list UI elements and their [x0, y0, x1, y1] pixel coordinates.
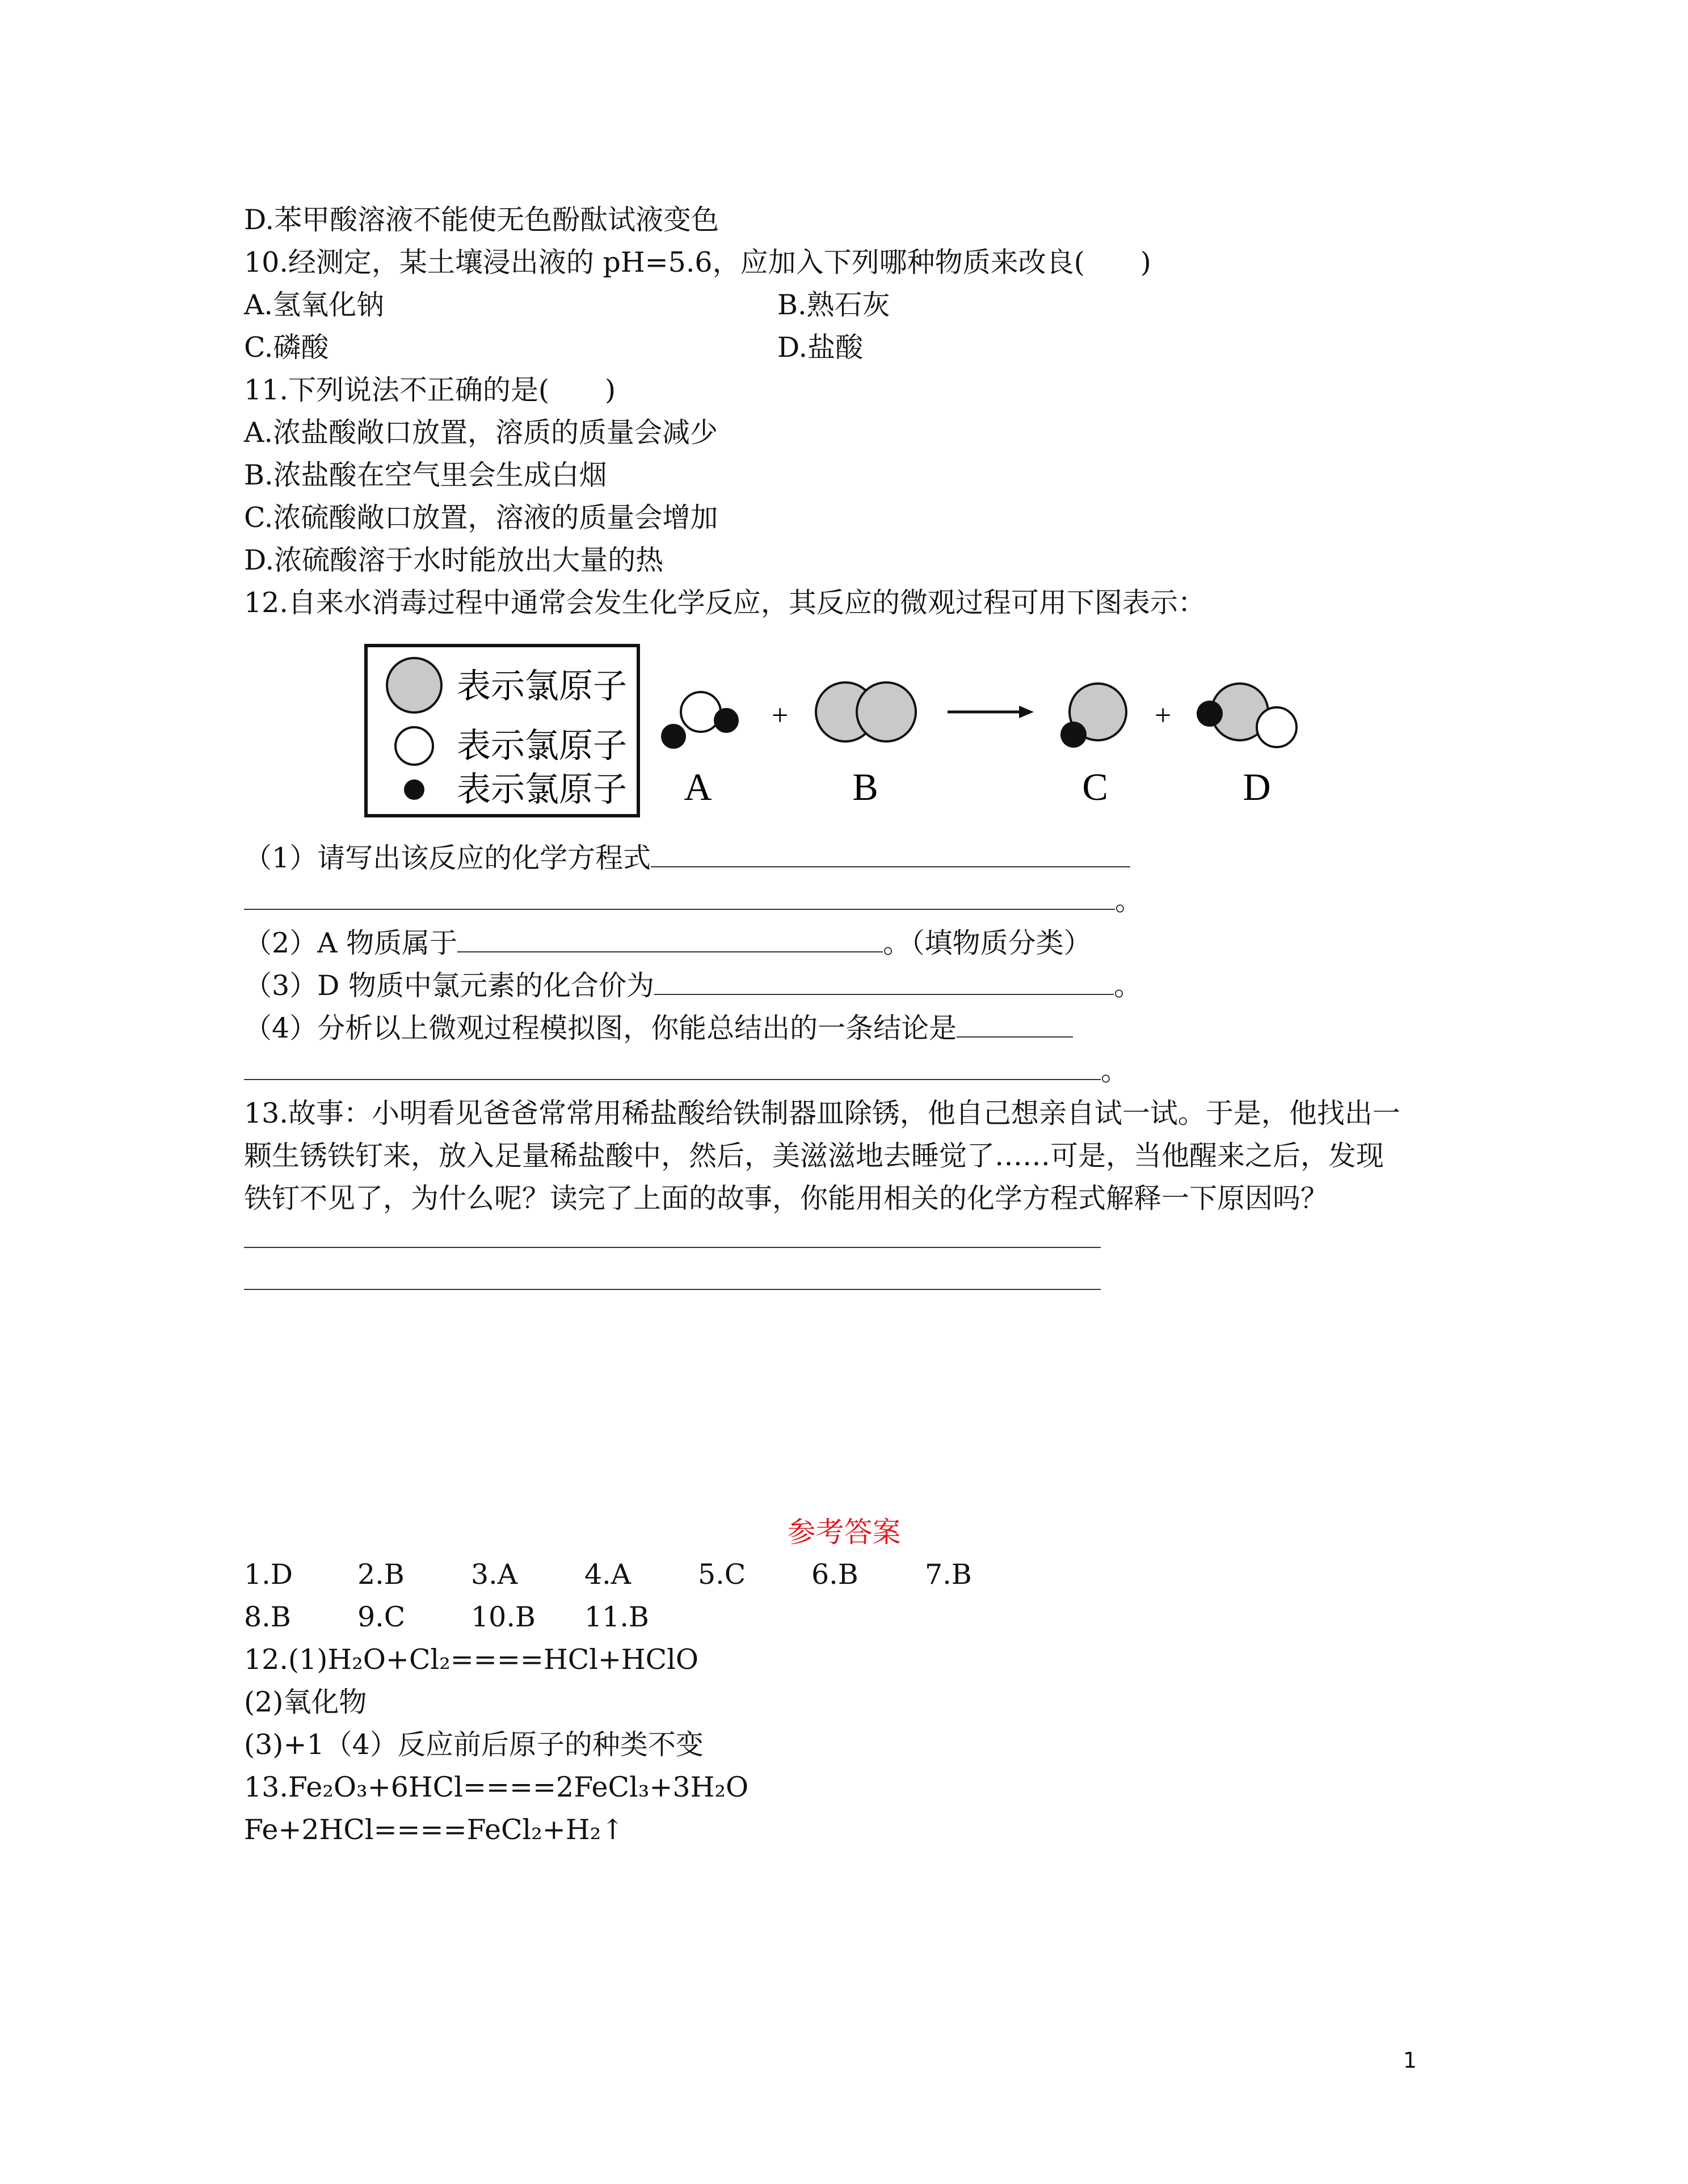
- label-d: D: [1243, 765, 1271, 808]
- answer-6: 6.B: [811, 1558, 858, 1591]
- answer-9: 9.C: [357, 1601, 406, 1633]
- q10-option-c: C.磷酸: [244, 331, 329, 364]
- legend-white-text: 表示氯原子: [457, 727, 627, 765]
- q12-part3-blank[interactable]: [654, 968, 1114, 995]
- label-c: C: [1082, 765, 1108, 808]
- molecule-d-icon: [1197, 684, 1296, 747]
- answer-7: 7.B: [925, 1558, 972, 1591]
- legend-black-text: 表示氯原子: [457, 771, 627, 808]
- answer-11: 11.B: [584, 1601, 649, 1633]
- legend-white-atom-icon: [395, 727, 433, 765]
- molecule-b-icon: [816, 682, 916, 741]
- q12-part3-text: （3）D 物质中氯元素的化合价为: [244, 969, 655, 1002]
- q10-stem: 10.经测定，某土壤浸出液的 pH=5.6，应加入下列哪种物质来改良( ): [244, 246, 1151, 279]
- answer-2: 2.B: [357, 1558, 405, 1591]
- q12-part2-text: （2）A 物质属于: [244, 927, 458, 959]
- q11-option-a: A.浓盐酸敞口放置，溶质的质量会减少: [244, 416, 718, 449]
- q12-part4-blank2[interactable]: [244, 1053, 1101, 1080]
- q12-part3: [244, 967, 1142, 1005]
- q12-stem: 12.自来水消毒过程中通常会发生化学反应，其反应的微观过程可用下图表示：: [244, 587, 1206, 619]
- q9-option-d: D.苯甲酸溶液不能使无色酚酞试液变色: [244, 204, 719, 236]
- q12-part4-line2: [244, 1052, 1129, 1090]
- legend-gray-atom-icon: [387, 658, 441, 712]
- q12-part2-tail: 。（填物质分类）: [883, 927, 1092, 959]
- plus-sign-2: +: [1155, 699, 1172, 732]
- molecule-c-icon: [1060, 684, 1126, 748]
- q13-line2: 颗生锈铁钉来，放入足量稀盐酸中，然后，美滋滋地去睡觉了……可是，当他醒来之后，发现: [244, 1140, 1384, 1172]
- q11-option-c: C.浓硫酸敞口放置，溶液的质量会增加: [244, 501, 718, 534]
- legend-gray-text: 表示氯原子: [457, 668, 627, 705]
- q11-stem: 11.下列说法不正确的是( ): [244, 374, 616, 406]
- q13-line1: 13.故事：小明看见爸爸常常用稀盐酸给铁制器皿除锈，他自己想亲自试一试。于是，他找出一: [244, 1097, 1400, 1129]
- answer-4: 4.A: [584, 1558, 632, 1591]
- answer-12-part34: (3)+1（4）反应前后原子的种类不变: [244, 1728, 704, 1761]
- q12-part1-text: （1）请写出该反应的化学方程式: [244, 842, 651, 874]
- reaction-diagram: [363, 641, 1316, 821]
- answer-1: 1.D: [244, 1558, 293, 1591]
- q11-option-b: B.浓盐酸在空气里会生成白烟: [244, 459, 607, 491]
- answer-12-part2: (2)氧化物: [244, 1686, 367, 1718]
- q11-option-d: D.浓硫酸溶于水时能放出大量的热: [244, 544, 664, 576]
- answer-3: 3.A: [471, 1558, 518, 1591]
- q12-part1-blank[interactable]: [651, 840, 1130, 867]
- q12-part4-text: （4）分析以上微观过程模拟图，你能总结出的一条结论是: [244, 1012, 957, 1044]
- q12-part2-blank[interactable]: [457, 925, 883, 952]
- q12-part3-period: 。: [1114, 969, 1142, 1002]
- q13-line3: 铁钉不见了，为什么呢？读完了上面的故事，你能用相关的化学方程式解释一下原因吗？: [244, 1182, 1329, 1215]
- answer-8: 8.B: [244, 1601, 291, 1633]
- q12-part4-period: 。: [1101, 1055, 1129, 1087]
- q12-part1: [244, 840, 1130, 877]
- q10-option-b: B.熟石灰: [777, 289, 890, 321]
- molecule-a-icon: [661, 692, 739, 749]
- q12-part1-period: 。: [1115, 884, 1143, 917]
- answer-5: 5.C: [698, 1558, 746, 1591]
- q12-part4-blank[interactable]: [957, 1010, 1073, 1038]
- q12-part4: [244, 1010, 1073, 1047]
- answer-10: 10.B: [471, 1601, 536, 1633]
- q13-answer-line2[interactable]: [244, 1289, 1101, 1290]
- label-b: B: [852, 765, 878, 808]
- answer-key-title: 参考答案: [787, 1516, 901, 1549]
- answer-12-part1: 12.(1)H₂O+Cl₂====HCl+HClO: [244, 1643, 698, 1676]
- plus-sign-1: +: [772, 699, 789, 732]
- legend-black-atom-icon: [404, 779, 424, 800]
- page-number: 1: [1403, 2048, 1417, 2073]
- arrow-icon: [948, 706, 1034, 718]
- q12-part1-blank2[interactable]: [244, 883, 1115, 910]
- q13-answer-line1[interactable]: [244, 1247, 1101, 1248]
- q12-part1-line2: [244, 882, 1143, 920]
- answer-13-line2: Fe+2HCl====FeCl₂+H₂↑: [244, 1814, 625, 1846]
- q10-option-d: D.盐酸: [777, 331, 864, 364]
- answer-13-line1: 13.Fe₂O₃+6HCl====2FeCl₃+3H₂O: [244, 1771, 749, 1803]
- q12-part2: [244, 925, 1092, 962]
- q10-option-a: A.氢氧化钠: [244, 289, 384, 321]
- label-a: A: [684, 765, 712, 808]
